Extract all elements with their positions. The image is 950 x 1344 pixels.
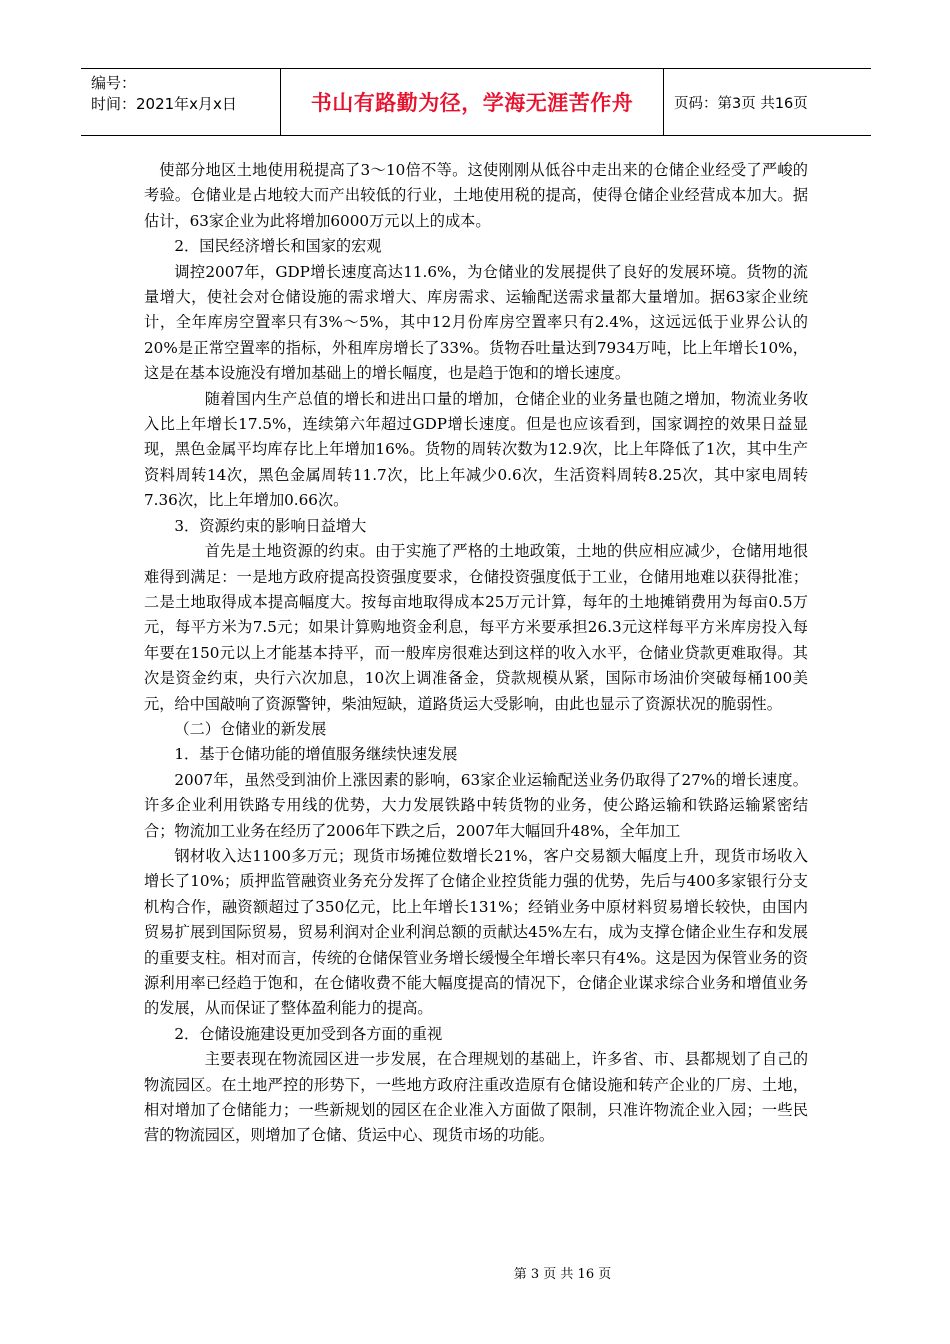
paragraph: 首先是土地资源的约束。由于实施了严格的土地政策，土地的供应相应减少，仓储用地很难得到满足：一是地方政府提高投资强度要求，仓储投资强度低于工业，仓储用地难以获得批准；二是土地取得成本提高幅度大。按每亩地取得成本25万元计算，每年的土地摊销费用为每亩0.5万元，每平方米为7.5元；如果计算购地资金利息，每平方米要承担26.3元这样每平方米库房投入每年要在150元以上才能基本持平，而一般库房很难达到这样的收入水平，仓储业贷款更难取得。其次是资金约束，央行六次加息，10次上调准备金，贷款规模从紧，国际市场油价突破每桶100美元，给中国敲响了资源警钟，柴油短缺，道路货运大受影响，由此也显示了资源状况的脆弱性。 <box>144 542 808 713</box>
paragraph: 钢材收入达1100多万元；现货市场摊位数增长21%，客户交易额大幅度上升，现货市场收入增长了10%；质押监管融资业务充分发挥了仓储企业控货能力强的优势，先后与400多家银行分支机构合作，融资额超过了350亿元，比上年增长131%；经销业务中原材料贸易增长较快，由国内贸易扩展到国际贸易，贸易利润对企业利润总额的贡献达45%左右，成为支撑仓储企业生存和发展的重要支柱。相对而言，传统的仓储保管业务增长缓慢全年增长率只有4%。这是因为保管业务的资源利用率已经趋于饱和，在仓储收费不能大幅度提高的情况下，仓储企业谋求综合业务和增值业务的发展，从而保证了整体盈利能力的提高。 <box>144 846 808 1018</box>
section-heading: 2．国民经济增长和国家的宏观 <box>174 237 382 256</box>
paragraph: 2007年，虽然受到油价上涨因素的影响，63家企业运输配送业务仍取得了27%的增长速度。许多企业利用铁路专用线的优势，大力发展铁路中转货物的业务，使公路运输和铁路运输紧密结合；物流加工业务在经历了2006年下跌之后，2007年大幅回升48%，全年加工 <box>144 770 808 840</box>
document-header <box>81 68 871 136</box>
paragraph: 主要表现在物流园区进一步发展，在合理规划的基础上，许多省、市、县都规划了自己的物流园区。在土地严控的形势下，一些地方政府注重改造原有仓储设施和转产企业的厂房、土地，相对增加了仓储能力；一些新规划的园区在企业准入方面做了限制，只准许物流企业入园；一些民营的物流园区，则增加了仓储、货运中心、现货市场的功能。 <box>144 1050 808 1145</box>
section-heading: 3．资源约束的影响日益增大 <box>174 516 367 535</box>
paragraph: 使部分地区土地使用税提高了3～10倍不等。这使刚刚从低谷中走出来的仓储企业经受了严峻的考验。仓储业是占地较大而产出较低的行业，土地使用税的提高，使得仓储企业经营成本加大。据估计，63家企业为此将增加6000万元以上的成本。 <box>144 161 808 230</box>
footer-page-number: 第 3 页 共 16 页 <box>513 1267 612 1282</box>
paragraph: 调控2007年，GDP增长速度高达11.6%，为仓储业的发展提供了良好的发展环境。货物的流量增大，使社会对仓储设施的需求增大、库房需求、运输配送需求量都大量增加。据63家企业统计，全年库房空置率只有3%～5%，其中12月份库房空置率只有2.4%，这远远低于业界公认的20%是正常空置率的指标，外租库房增长了33%。货物吞吐量达到7934万吨，比上年增长10%，这是在基本设施没有增加基础上的增长幅度，也是趋于饱和的增长速度。 <box>144 262 808 383</box>
header-motto: 书山有路勤为径，学海无涯苦作舟 <box>281 69 664 135</box>
section-heading: 1．基于仓储功能的增值服务继续快速发展 <box>174 745 458 764</box>
time-label: 时间：2021年x月x日 <box>91 95 237 113</box>
section-heading: 2．仓储设施建设更加受到各方面的重视 <box>174 1024 443 1043</box>
header-page-info: 页码：第3页 共16页 <box>674 95 808 112</box>
number-label: 编号： <box>91 74 137 92</box>
paragraph: 随着国内生产总值的增长和进出口量的增加，仓储企业的业务量也随之增加，物流业务收入比上年增长17.5%，连续第六年超过GDP增长速度。但是也应该看到，国家调控的效果日益显现，黑色金属平均库存比上年增加16%。货物的周转次数为12.9次，比上年降低了1次，其中生产资料周转14次，黑色金属周转11.7次，比上年减少0.6次，生活资料周转8.25次，其中家电周转7.36次，比上年增加0.66次。 <box>144 389 808 510</box>
section-heading: （二）仓储业的新发展 <box>174 719 327 738</box>
page-footer <box>0 1263 950 1282</box>
document-body <box>144 158 808 1149</box>
header-meta <box>81 69 281 135</box>
